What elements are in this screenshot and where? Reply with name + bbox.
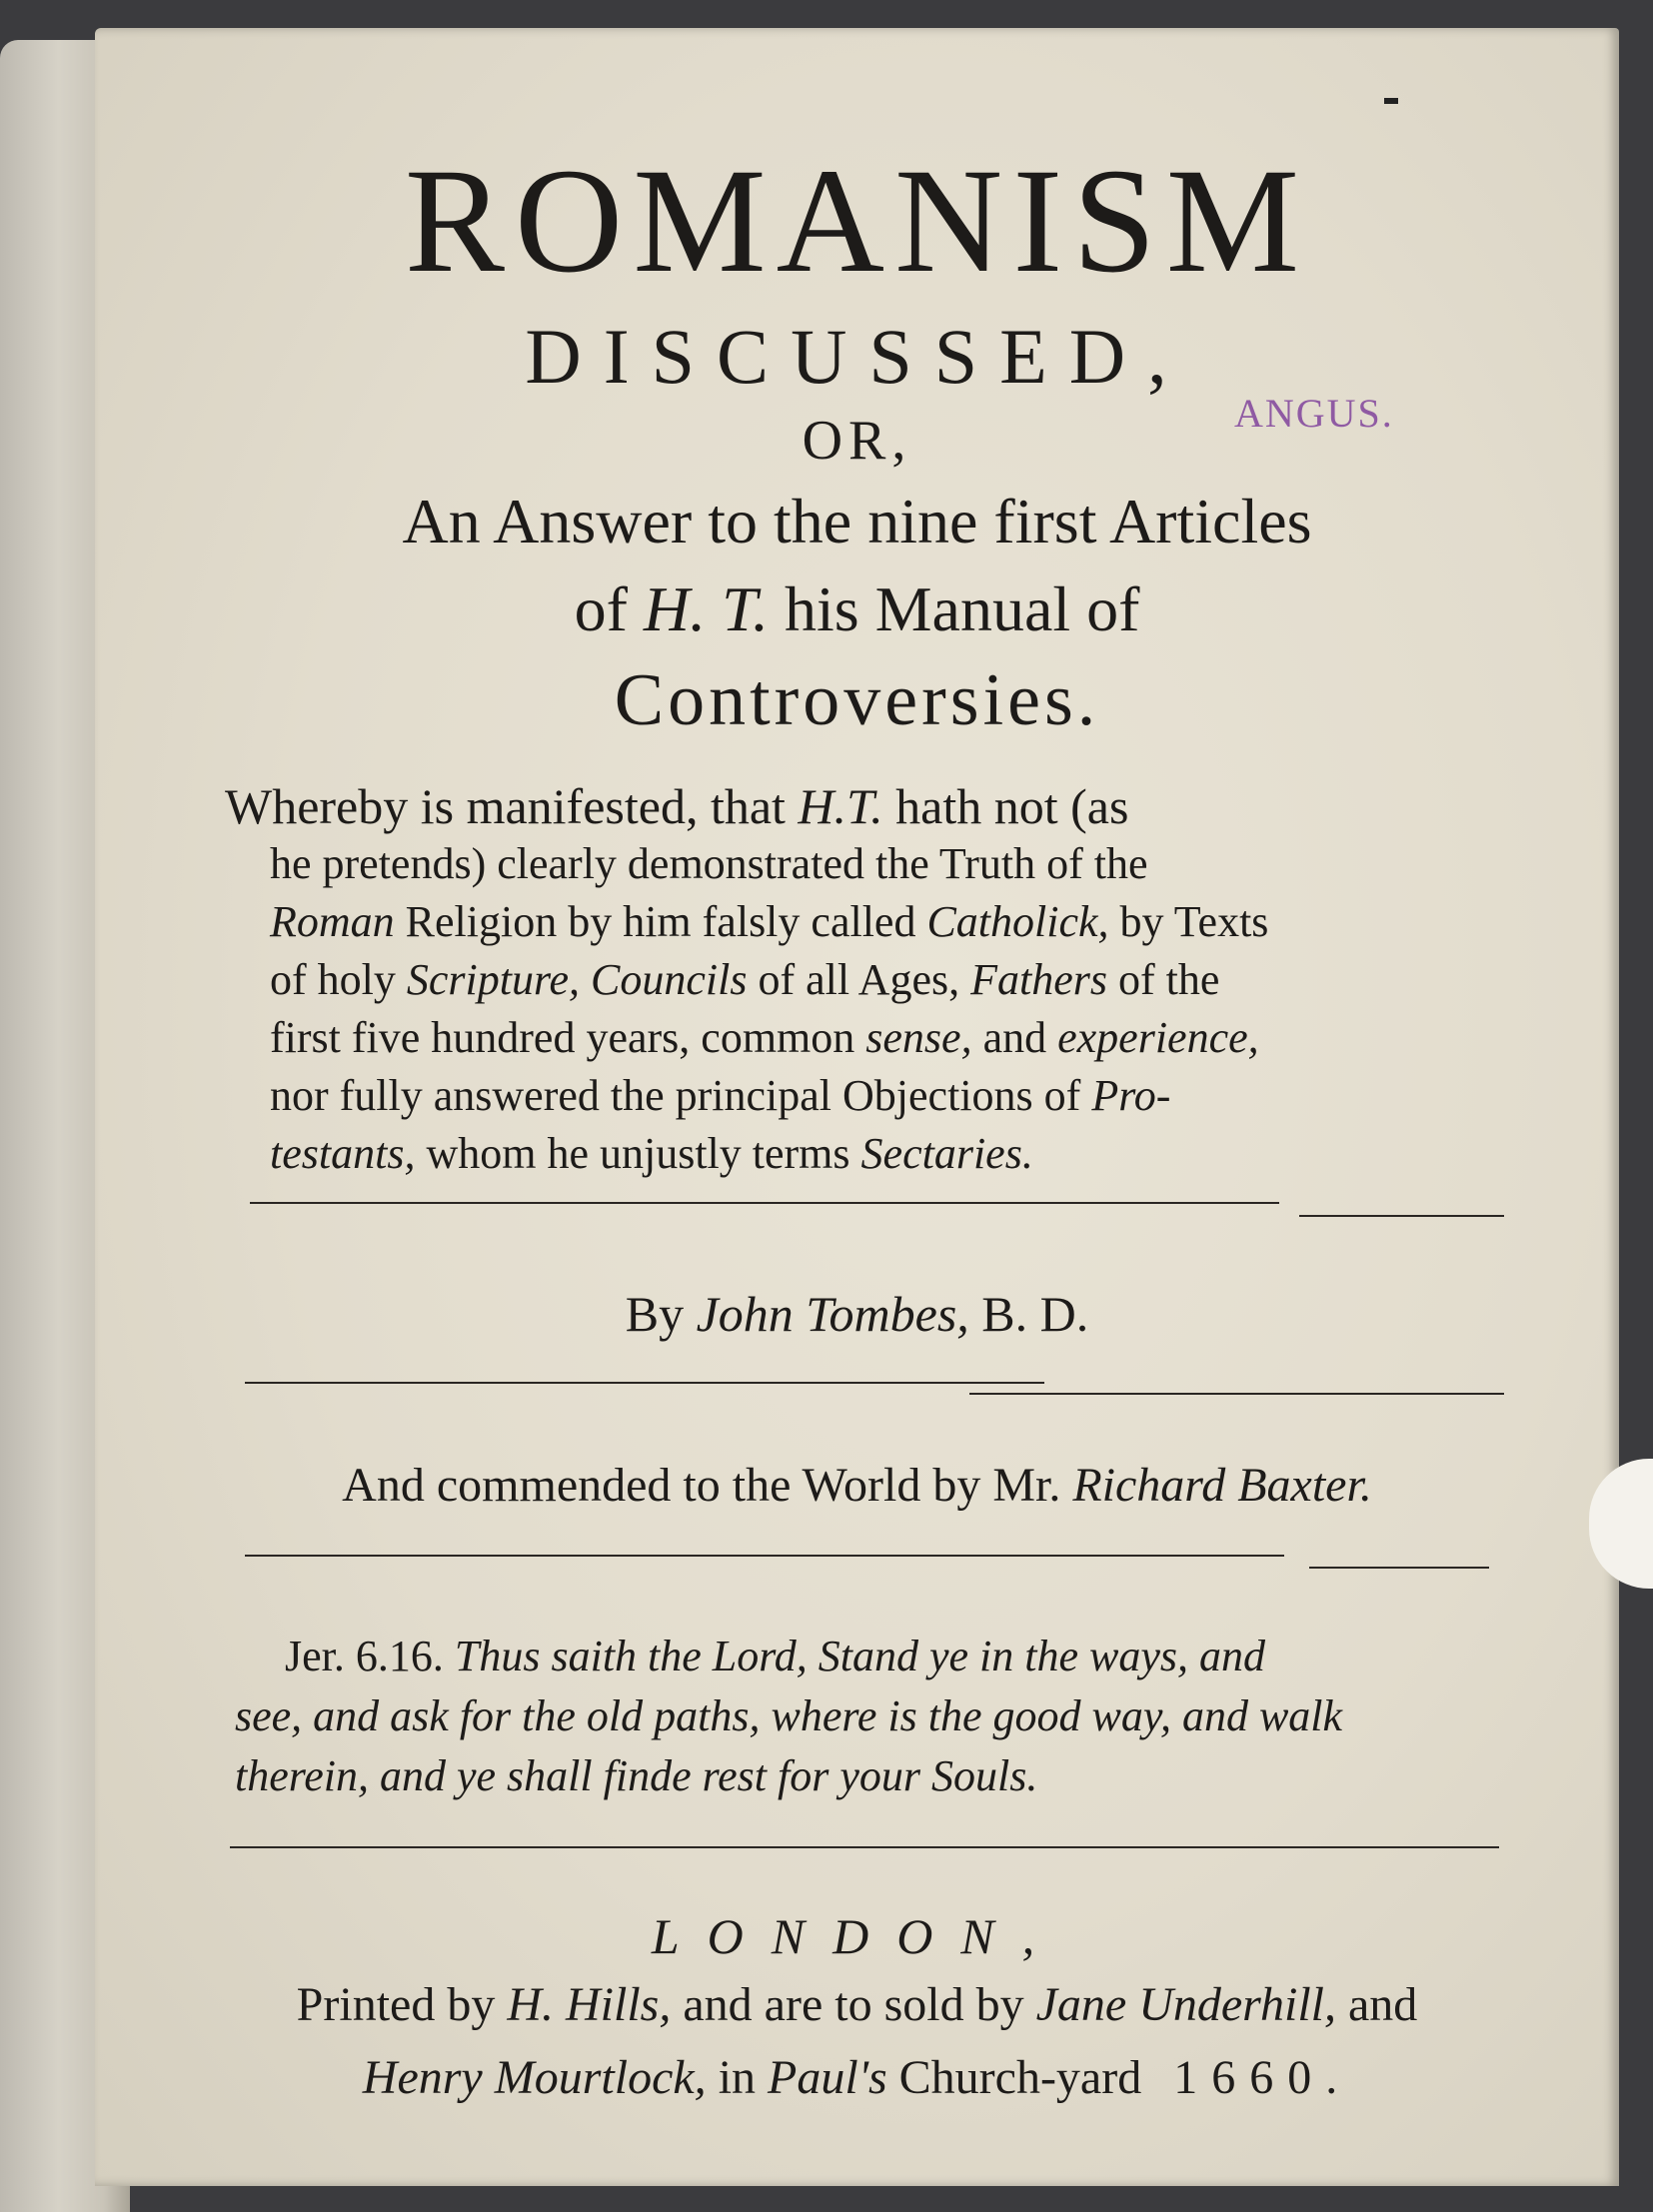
scripture-line-3	[235, 1746, 1524, 1806]
scripture-ref: Jer. 6.16.	[285, 1632, 444, 1680]
whereby-line-4	[225, 951, 1524, 1009]
commended-text: And commended to the World by Mr.	[342, 1459, 1061, 1512]
whereby-l5-a: first five hundred years, common	[270, 1013, 855, 1062]
imprint2-seller: Henry Mourtlock,	[362, 2051, 707, 2104]
scripture-l1: Thus saith the Lord, Stand ye in the ways, and	[454, 1632, 1266, 1680]
imprint-line-2	[95, 2051, 1619, 2104]
imprint1-seller: Jane Underhill,	[1035, 1978, 1336, 2031]
whereby-line-3	[225, 893, 1524, 951]
subtitle: DISCUSSED,	[525, 313, 1189, 400]
whereby-l3-d: by Texts	[1119, 897, 1269, 946]
whereby-l6-a: nor fully answered the principal Objections of	[270, 1071, 1081, 1120]
whereby-l1-b: H.T.	[798, 778, 883, 834]
answer-line-2	[95, 573, 1619, 644]
whereby-l7-c: Sectaries.	[860, 1129, 1033, 1178]
imprint2-c: Paul's	[768, 2051, 887, 2104]
answer-line-2-a: of	[574, 573, 628, 644]
rule-4	[230, 1846, 1499, 1848]
whereby-l3-b: Religion by him falsly called	[405, 897, 916, 946]
rule-3b	[1309, 1567, 1489, 1569]
library-stamp: ANGUS.	[1234, 391, 1394, 436]
whereby-line-5	[225, 1009, 1524, 1067]
whereby-l5-d: experience,	[1057, 1013, 1259, 1062]
rule-3a	[245, 1555, 1284, 1557]
whereby-l3-a: Roman	[270, 897, 395, 946]
answer-line-2-c: his Manual of	[784, 573, 1140, 644]
main-title: ROMANISM	[404, 138, 1310, 304]
imprint2-b: in	[718, 2051, 757, 2104]
whereby-line-7	[225, 1125, 1524, 1183]
whereby-l5-c: and	[982, 1013, 1047, 1062]
whereby-l7-b: whom he unjustly terms	[426, 1129, 850, 1178]
scripture-l2: see, and ask for the old paths, where is the good way, and walk	[235, 1691, 1343, 1740]
whereby-l3-c: Catholick,	[926, 897, 1109, 946]
whereby-l6-b: Pro-	[1091, 1071, 1171, 1120]
whereby-l4-c: of all Ages,	[758, 955, 960, 1004]
whereby-l4-e: of the	[1118, 955, 1220, 1004]
author-by: By	[625, 1286, 685, 1342]
imprint-city: LONDON,	[651, 1908, 1063, 1964]
imprint1-c: and are to sold by	[683, 1978, 1024, 2031]
imprint2-d: Church-yard	[898, 2051, 1142, 2104]
scripture-l3: therein, and ye shall finde rest for your Souls.	[235, 1751, 1038, 1800]
imprint-year: 1660.	[1173, 2051, 1352, 2104]
imprint1-e: and	[1348, 1978, 1418, 2031]
scripture-line-2	[235, 1686, 1524, 1746]
author-name: John Tombes,	[696, 1286, 969, 1342]
whereby-l1-c: hath not (as	[895, 778, 1129, 834]
answer-line-1: An Answer to the nine first Articles	[402, 486, 1312, 556]
answer-line-3: Controversies.	[614, 659, 1100, 741]
author-degree: B. D.	[981, 1286, 1089, 1342]
commended-line	[95, 1459, 1619, 1512]
rule-1a	[250, 1202, 1279, 1204]
commender-name: Richard Baxter.	[1072, 1459, 1372, 1512]
imprint1-printer: H. Hills,	[507, 1978, 672, 2031]
ink-mark	[1384, 98, 1398, 104]
whereby-l5-b: sense,	[865, 1013, 972, 1062]
whereby-l1-a: Whereby is manifested, that	[225, 778, 786, 834]
imprint1-a: Printed by	[296, 1978, 496, 2031]
whereby-l4-a: of holy	[270, 955, 396, 1004]
scripture-quote	[235, 1627, 1524, 1806]
author-line	[95, 1286, 1619, 1342]
whereby-l4-d: Fathers	[970, 955, 1107, 1004]
whereby-line-6	[225, 1067, 1524, 1125]
whereby-l7-a: testants,	[270, 1129, 416, 1178]
whereby-line-1	[225, 777, 1524, 835]
whereby-paragraph	[225, 777, 1524, 1183]
scripture-line-1	[235, 1627, 1524, 1686]
rule-2a	[245, 1382, 1044, 1384]
imprint-line-1	[95, 1978, 1619, 2031]
rule-2b	[969, 1393, 1504, 1395]
rule-1b	[1299, 1215, 1504, 1217]
whereby-l4-b: Scripture, Councils	[406, 955, 748, 1004]
or-line: OR,	[802, 410, 912, 472]
whereby-line-2: he pretends) clearly demonstrated the Truth of the	[270, 839, 1148, 888]
answer-line-2-initials: H. T.	[643, 573, 769, 644]
title-page	[95, 28, 1619, 2186]
